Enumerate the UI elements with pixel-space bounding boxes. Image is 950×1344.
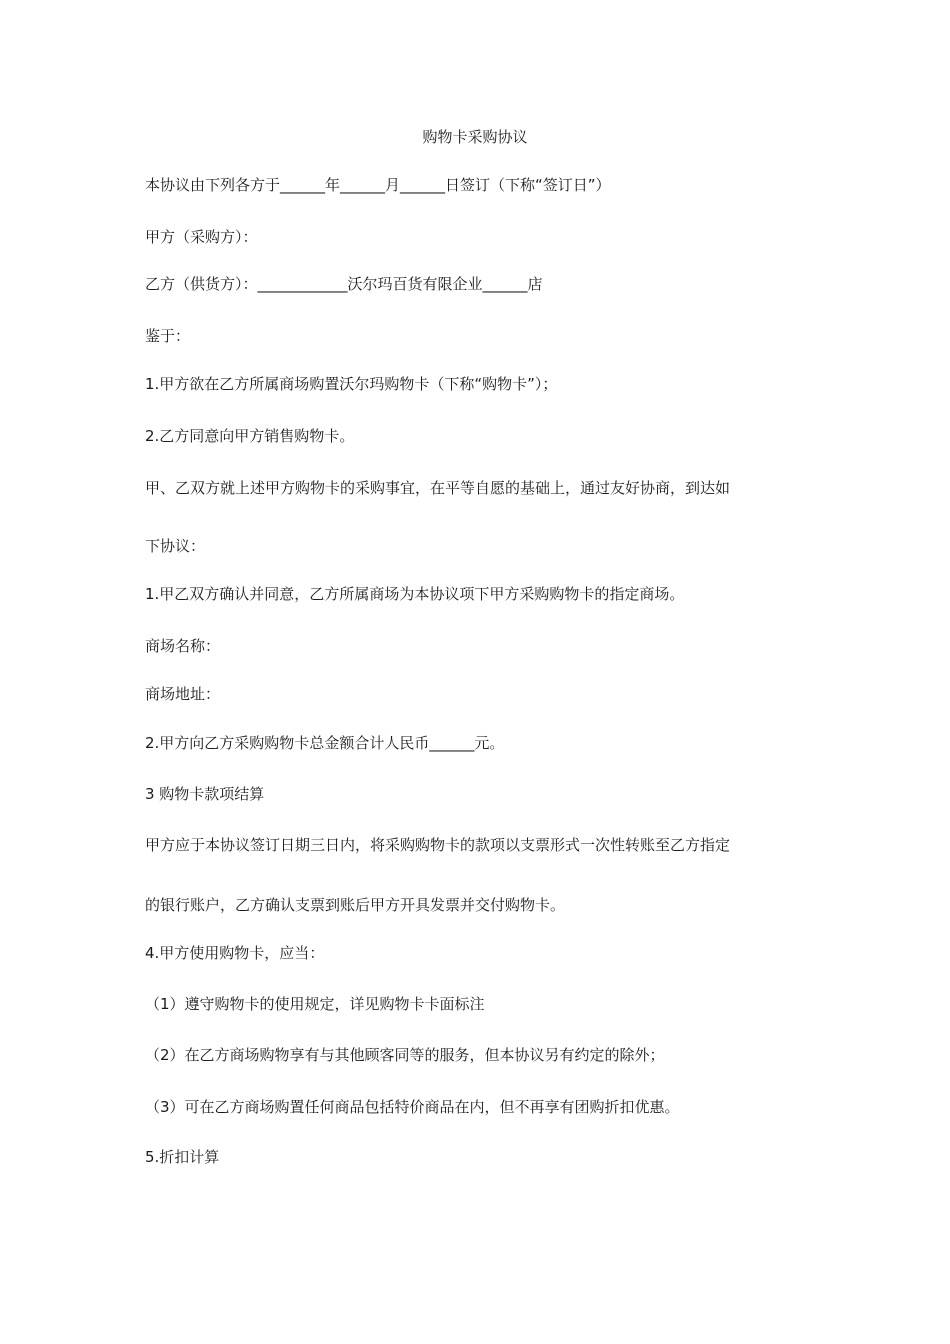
field-mall-address: 商场地址：: [145, 685, 221, 703]
clause-2: 2.甲方向乙方采购购物卡总金额合计人民币______元。: [145, 734, 505, 752]
paragraph-whereas-2: 2.乙方同意向甲方销售购物卡。: [145, 427, 355, 445]
paragraph-whereas: 鉴于：: [145, 327, 191, 345]
paragraph-signing-date: 本协议由下列各方于______年______月______日签订（下称“签订日”）: [145, 176, 611, 194]
paragraph-whereas-1: 1.甲方欲在乙方所属商场购置沃尔玛购物卡（下称“购物卡”）；: [145, 375, 558, 393]
paragraph-party-b: 乙方（供货方）：____________沃尔玛百货有限企业______店: [145, 275, 543, 293]
document-title: 购物卡采购协议: [422, 128, 528, 146]
clause-3-body-cont: 的银行账户，乙方确认支票到账后甲方开具发票并交付购物卡。: [145, 896, 566, 914]
clause-5-heading: 5.折扣计算: [145, 1148, 220, 1166]
paragraph-agreement-intro-cont: 下协议：: [145, 537, 206, 555]
clause-4-heading: 4.甲方使用购物卡，应当：: [145, 944, 325, 962]
paragraph-party-a: 甲方（采购方）：: [145, 228, 258, 246]
clause-4-item-3: （3）可在乙方商场购置任何商品包括特价商品在内，但不再享有团购折扣优惠。: [145, 1098, 680, 1116]
clause-4-item-2: （2）在乙方商场购物享有与其他顾客同等的服务，但本协议另有约定的除外；: [145, 1046, 665, 1064]
clause-1: 1.甲乙双方确认并同意，乙方所属商场为本协议项下甲方采购购物卡的指定商场。: [145, 585, 685, 603]
paragraph-agreement-intro: 甲、乙双方就上述甲方购物卡的采购事宜，在平等自愿的基础上，通过友好协商，到达如: [145, 479, 731, 497]
field-mall-name: 商场名称：: [145, 637, 221, 655]
clause-4-item-1: （1）遵守购物卡的使用规定，详见购物卡卡面标注: [145, 995, 485, 1013]
clause-3-heading: 3 购物卡款项结算: [145, 785, 265, 803]
clause-3-body: 甲方应于本协议签订日期三日内，将采购购物卡的款项以支票形式一次性转账至乙方指定: [145, 836, 731, 854]
